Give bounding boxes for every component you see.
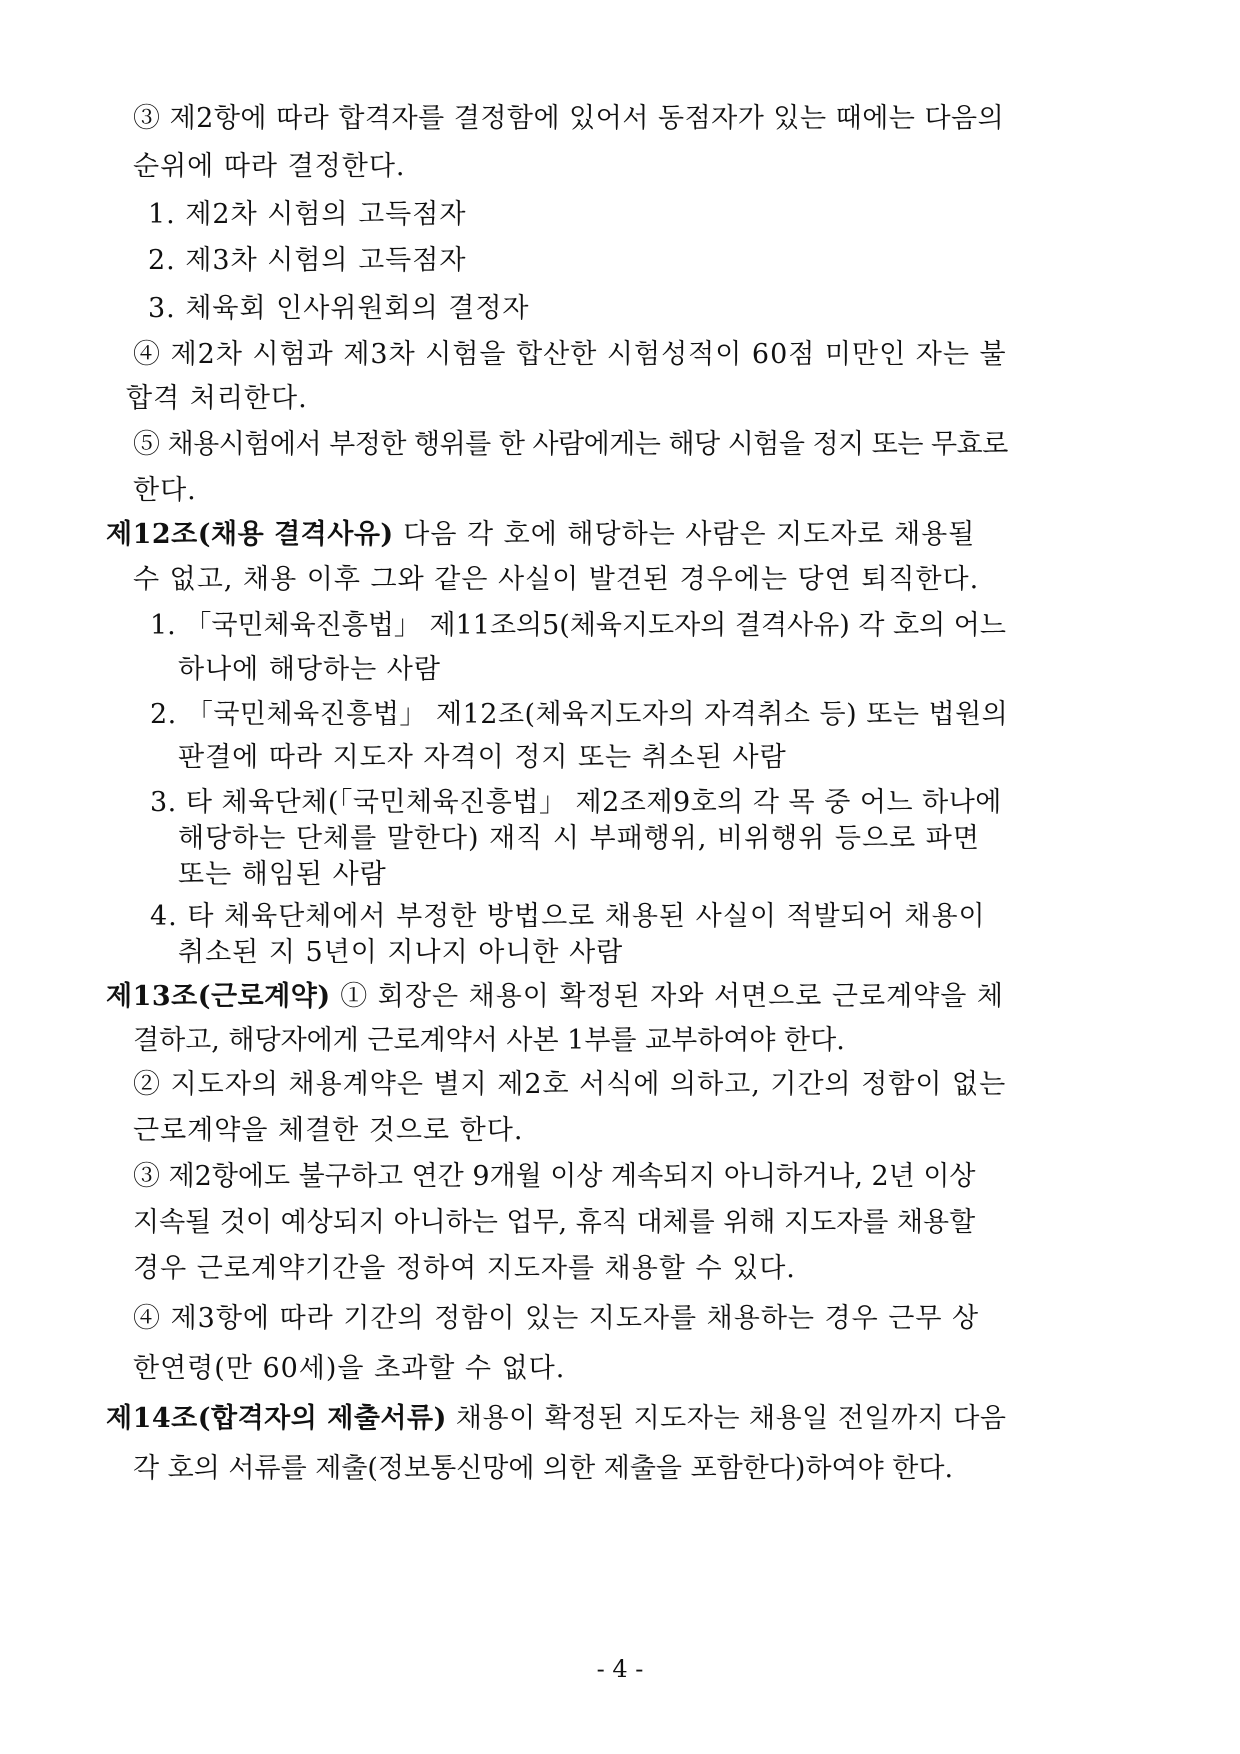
article-13-first-line <box>106 980 1004 1014</box>
paragraph-line: 순위에 따라 결정한다. <box>133 151 406 182</box>
page-number: - 4 - <box>596 1655 644 1683</box>
article-14-heading: 제14조(합격자의 제출서류) <box>106 1403 447 1434</box>
list-item-continuation: 또는 해임된 사람 <box>178 859 387 890</box>
paragraph-line: ③ 제2항에 따라 합격자를 결정함에 있어서 동점자가 있는 때에는 다음의 <box>133 103 1005 134</box>
paragraph-line: ③ 제2항에도 불구하고 연간 9개월 이상 계속되지 아니하거나, 2년 이상 <box>133 1161 976 1192</box>
paragraph-line: 한연령(만 60세)을 초과할 수 없다. <box>133 1353 566 1384</box>
paragraph-line: 근로계약을 체결한 것으로 한다. <box>133 1115 524 1146</box>
article-13-text: ① 회장은 채용이 확정된 자와 서면으로 근로계약을 체 <box>330 981 1005 1012</box>
article-13-heading: 제13조(근로계약) <box>106 981 331 1012</box>
paragraph-line: 결하고, 해당자에게 근로계약서 사본 1부를 교부하여야 한다. <box>133 1025 845 1056</box>
list-item-continuation: 하나에 해당하는 사람 <box>178 654 441 685</box>
article-14-text: 채용이 확정된 지도자는 채용일 전일까지 다음 <box>446 1403 1007 1434</box>
paragraph-line: 한다. <box>133 475 197 506</box>
article-14-first-line <box>106 1402 1006 1436</box>
list-item-continuation: 취소된 지 5년이 지나지 아니한 사람 <box>178 937 624 968</box>
paragraph-line: ④ 제2차 시험과 제3차 시험을 합산한 시험성적이 60점 미만인 자는 불 <box>133 339 1007 370</box>
list-item-continuation: 해당하는 단체를 말한다) 재직 시 부패행위, 비위행위 등으로 파면 <box>178 823 980 854</box>
article-12-first-line <box>106 518 975 552</box>
list-item: 4. 타 체육단체에서 부정한 방법으로 채용된 사실이 적발되어 채용이 <box>150 901 986 932</box>
list-item: 2. 「국민체육진흥법」 제12조(체육지도자의 자격취소 등) 또는 법원의 <box>150 699 1009 730</box>
paragraph-line: 지속될 것이 예상되지 아니하는 업무, 휴직 대체를 위해 지도자를 채용할 <box>133 1207 976 1238</box>
list-item: 2. 제3차 시험의 고득점자 <box>148 245 467 276</box>
paragraph-line: ⑤ 채용시험에서 부정한 행위를 한 사람에게는 해당 시험을 정지 또는 무효로 <box>133 429 1008 460</box>
paragraph-line: 합격 처리한다. <box>126 383 308 414</box>
paragraph-line: 각 호의 서류를 제출(정보통신망에 의한 제출을 포함한다)하여야 한다. <box>133 1453 954 1484</box>
paragraph-line: 경우 근로계약기간을 정하여 지도자를 채용할 수 있다. <box>133 1253 796 1284</box>
list-item-continuation: 판결에 따라 지도자 자격이 정지 또는 취소된 사람 <box>178 742 787 773</box>
list-item: 1. 제2차 시험의 고득점자 <box>148 199 467 230</box>
list-item: 3. 체육회 인사위원회의 결정자 <box>148 293 530 324</box>
list-item: 3. 타 체육단체(「국민체육진흥법」 제2조제9호의 각 목 중 어느 하나에 <box>150 787 1002 818</box>
paragraph-line: 수 없고, 채용 이후 그와 같은 사실이 발견된 경우에는 당연 퇴직한다. <box>133 564 980 595</box>
paragraph-line: ② 지도자의 채용계약은 별지 제2호 서식에 의하고, 기간의 정함이 없는 <box>133 1069 1007 1100</box>
article-12-text: 다음 각 호에 해당하는 사람은 지도자로 채용될 <box>393 519 976 550</box>
paragraph-line: ④ 제3항에 따라 기간의 정함이 있는 지도자를 채용하는 경우 근무 상 <box>133 1303 980 1334</box>
list-item: 1. 「국민체육진흥법」 제11조의5(체육지도자의 결격사유) 각 호의 어느 <box>150 610 1006 641</box>
article-12-heading: 제12조(채용 결격사유) <box>106 519 394 550</box>
